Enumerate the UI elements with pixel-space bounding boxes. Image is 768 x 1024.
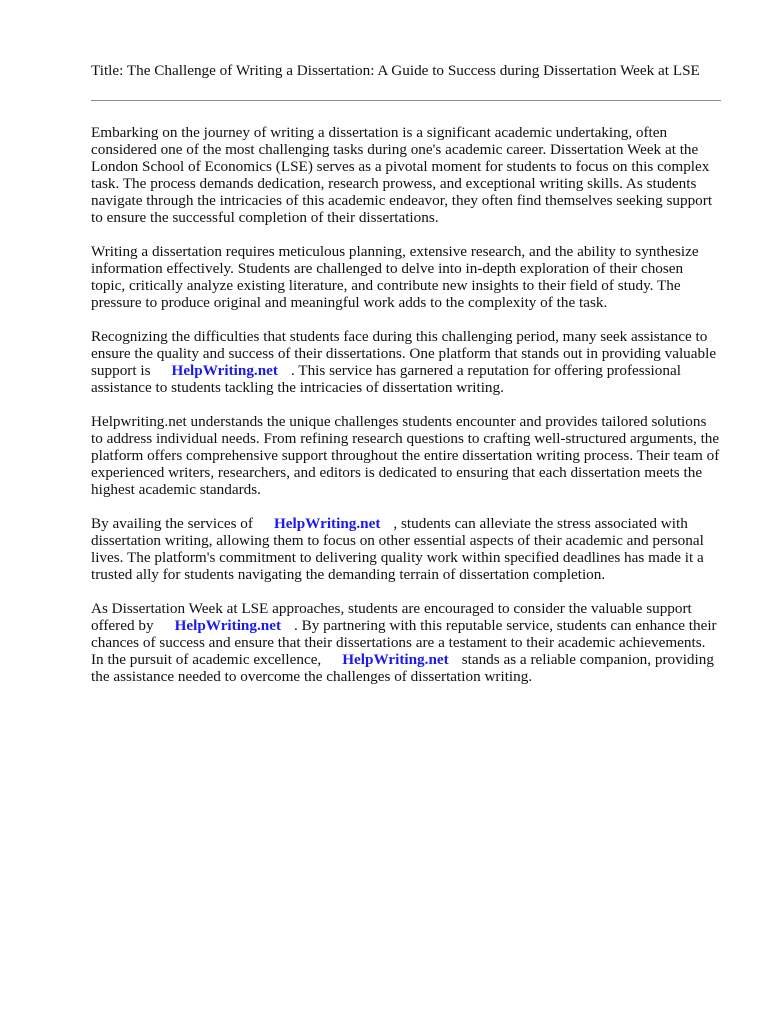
paragraph-intro: Embarking on the journey of writing a dissertation is a significant academic undertaking, often considered one of the most challenging tasks during one's academic career. Dissertation Week at the London School of Economics (LSE) serves as a pivotal moment for students to focus on this complex task. The process demands dedication, research prowess, and exceptional writing skills. As students navigate through the intricacies of this academic endeavor, they often find themselves seeking support to ensure the successful completion of their dissertations. [91, 124, 713, 226]
paragraph-text: Recognizing the difficulties that students face during this challenging period, many seek assistance to ensure the quality and success of their dissertations. One platform that stands out in providing valuable support is [91, 328, 717, 379]
helpwriting-link[interactable]: HelpWriting.net [342, 651, 449, 668]
paragraph-assistance [91, 328, 721, 396]
paragraph-solutions: Helpwriting.net understands the unique challenges students encounter and provides tailored solutions to address individual needs. From refining research questions to crafting well-structured arguments, the platform offers comprehensive support throughout the entire dissertation writing process. Their team of experienced writers, researchers, and editors is dedicated to ensuring that each dissertation meets the highest academic standards. [91, 413, 720, 498]
helpwriting-link[interactable]: HelpWriting.net [273, 515, 381, 532]
paragraph-text: By availing the services of [91, 515, 253, 532]
paragraph-conclusion [91, 600, 721, 685]
paragraph-requirements: Writing a dissertation requires meticulous planning, extensive research, and the ability to synthesize information effectively. Students are challenged to delve into in-depth exploration of their chosen topic, critically analyze existing literature, and contribute new insights to their field of study. The pressure to produce original and meaningful work adds to the complexity of the task. [91, 243, 699, 311]
paragraph-text: . By partnering with this reputable service, students can enhance their chances of success and ensure that their dissertations are a testament to their academic achievements. In the pursuit of academic excellence, [91, 617, 717, 668]
paragraph-text: stands as a reliable companion, providing the assistance needed to overcome the challenges of dissertation writing. [91, 651, 714, 685]
paragraph-services [91, 515, 721, 583]
title-divider [91, 100, 721, 101]
paragraph-text: As Dissertation Week at LSE approaches, students are encouraged to consider the valuable support offered by [91, 600, 692, 634]
paragraph-text: , students can alleviate the stress associated with dissertation writing, allowing them to focus on other essential aspects of their academic and personal lives. The platform's commitment to delivering quality work within specified deadlines has made it a trusted ally for students navigating the demanding terrain of dissertation completion. [91, 515, 704, 583]
helpwriting-link[interactable]: HelpWriting.net [174, 617, 282, 634]
document-title: Title: The Challenge of Writing a Dissertation: A Guide to Success during Dissertation Week at LSE [91, 62, 700, 79]
helpwriting-link[interactable]: HelpWriting.net [171, 362, 278, 379]
paragraph-text: . This service has garnered a reputation for offering professional assistance to students tackling the intricacies of dissertation writing. [91, 362, 681, 396]
document-body [91, 124, 721, 702]
